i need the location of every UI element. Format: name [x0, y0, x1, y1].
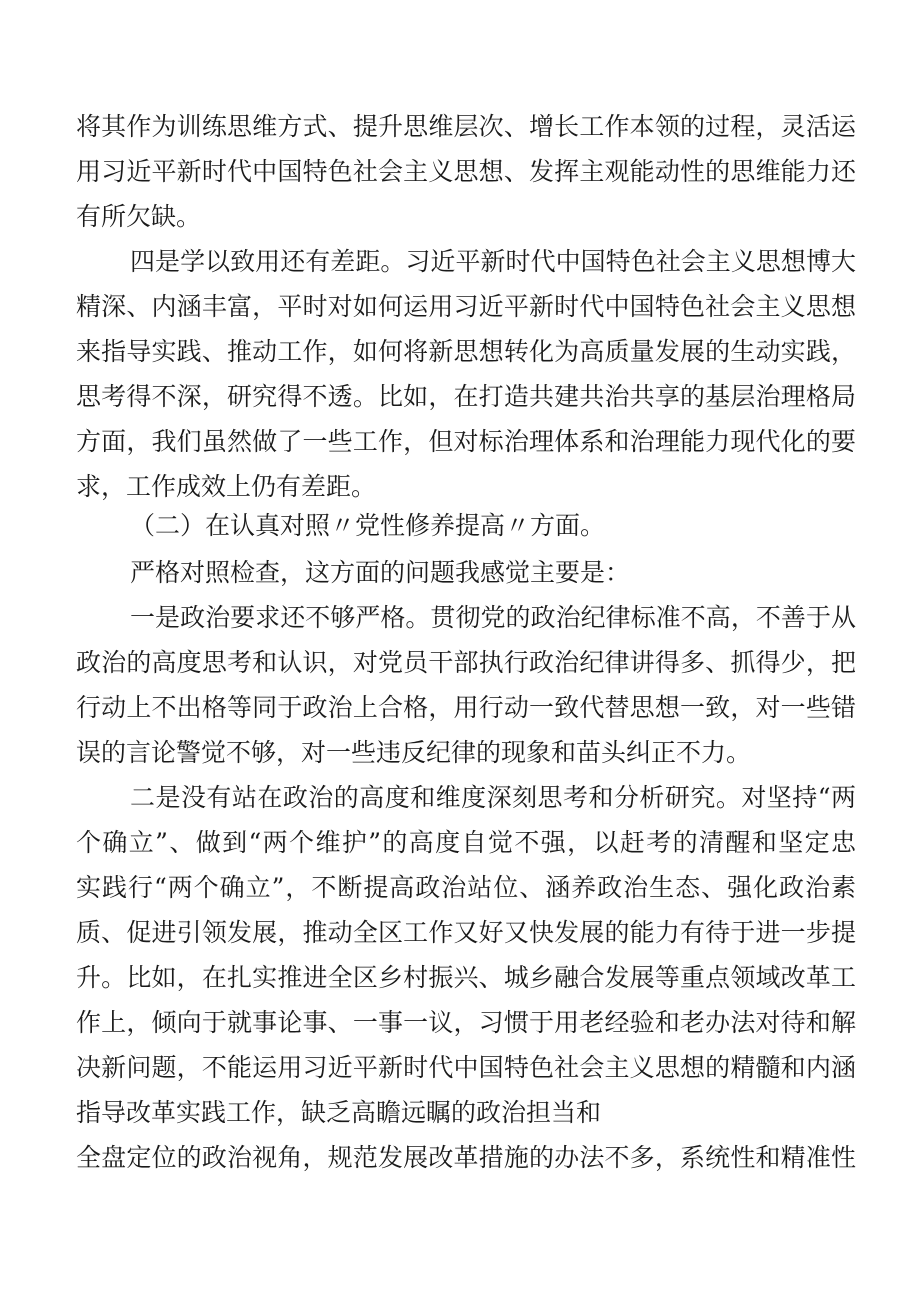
text-line-17: 个确立”、做到“两个维护”的高度自觉不强，以赶考的清醒和坚定忠	[76, 828, 856, 857]
text-line-2: 用习近平新时代中国特色社会主义思想、发挥主观能动性的思维能力还	[76, 157, 856, 186]
text-line-14: 行动上不出格等同于政治上合格，用行动一致代替思想一致，对一些错	[76, 693, 856, 722]
text-line-22: 决新问题，不能运用习近平新时代中国特色社会主义思想的精髓和内涵	[76, 1053, 856, 1082]
text-line-3: 有所欠缺。	[76, 202, 202, 231]
text-line-9: 求，工作成效上仍有差距。	[76, 472, 377, 501]
text-line-19: 质、促进引领发展，推动全区工作又好又快发展的能力有待于进一步提	[76, 918, 856, 947]
text-line-7: 思考得不深，研究得不透。比如，在打造共建共治共享的基层治理格局	[76, 382, 856, 411]
text-line-21: 作上，倾向于就事论事、一事一议，习惯于用老经验和老办法对待和解	[76, 1008, 856, 1037]
text-line-13: 政治的高度思考和认识，对党员干部执行政治纪律讲得多、抓得少，把	[76, 648, 856, 677]
text-line-15: 误的言论警觉不够，对一些违反纪律的现象和苗头纠正不力。	[76, 738, 752, 767]
text-line-11: 严格对照检查，这方面的问题我感觉主要是：	[130, 558, 631, 587]
section-heading: （二）在认真对照〃党性修养提高〃方面。	[130, 511, 606, 540]
text-line-12: 一是政治要求还不够严格。贯彻党的政治纪律标准不高，不善于从	[130, 603, 856, 632]
text-line-5: 精深、内涵丰富，平时对如何运用习近平新时代中国特色社会主义思想	[76, 292, 856, 321]
text-line-4: 四是学以致用还有差距。习近平新时代中国特色社会主义思想博大	[130, 247, 856, 276]
text-line-1: 将其作为训练思维方式、提升思维层次、增长工作本领的过程，灵活运	[76, 112, 856, 141]
text-line-18: 实践行“两个确立”，不断提高政治站位、涵养政治生态、强化政治素	[76, 873, 856, 902]
text-line-20: 升。比如，在扎实推进全区乡村振兴、城乡融合发展等重点领域改革工	[76, 963, 856, 992]
text-line-6: 来指导实践、推动工作，如何将新思想转化为高质量发展的生动实践，	[76, 337, 856, 366]
text-line-16: 二是没有站在政治的高度和维度深刻思考和分析研究。对坚持“两	[130, 783, 856, 812]
text-line-24: 全盘定位的政治视角，规范发展改革措施的办法不多，系统性和精准性	[76, 1143, 856, 1172]
text-line-8: 方面，我们虽然做了一些工作，但对标治理体系和治理能力现代化的要	[76, 427, 856, 456]
text-line-23: 指导改革实践工作，缺乏高瞻远瞩的政治担当和	[76, 1098, 602, 1127]
